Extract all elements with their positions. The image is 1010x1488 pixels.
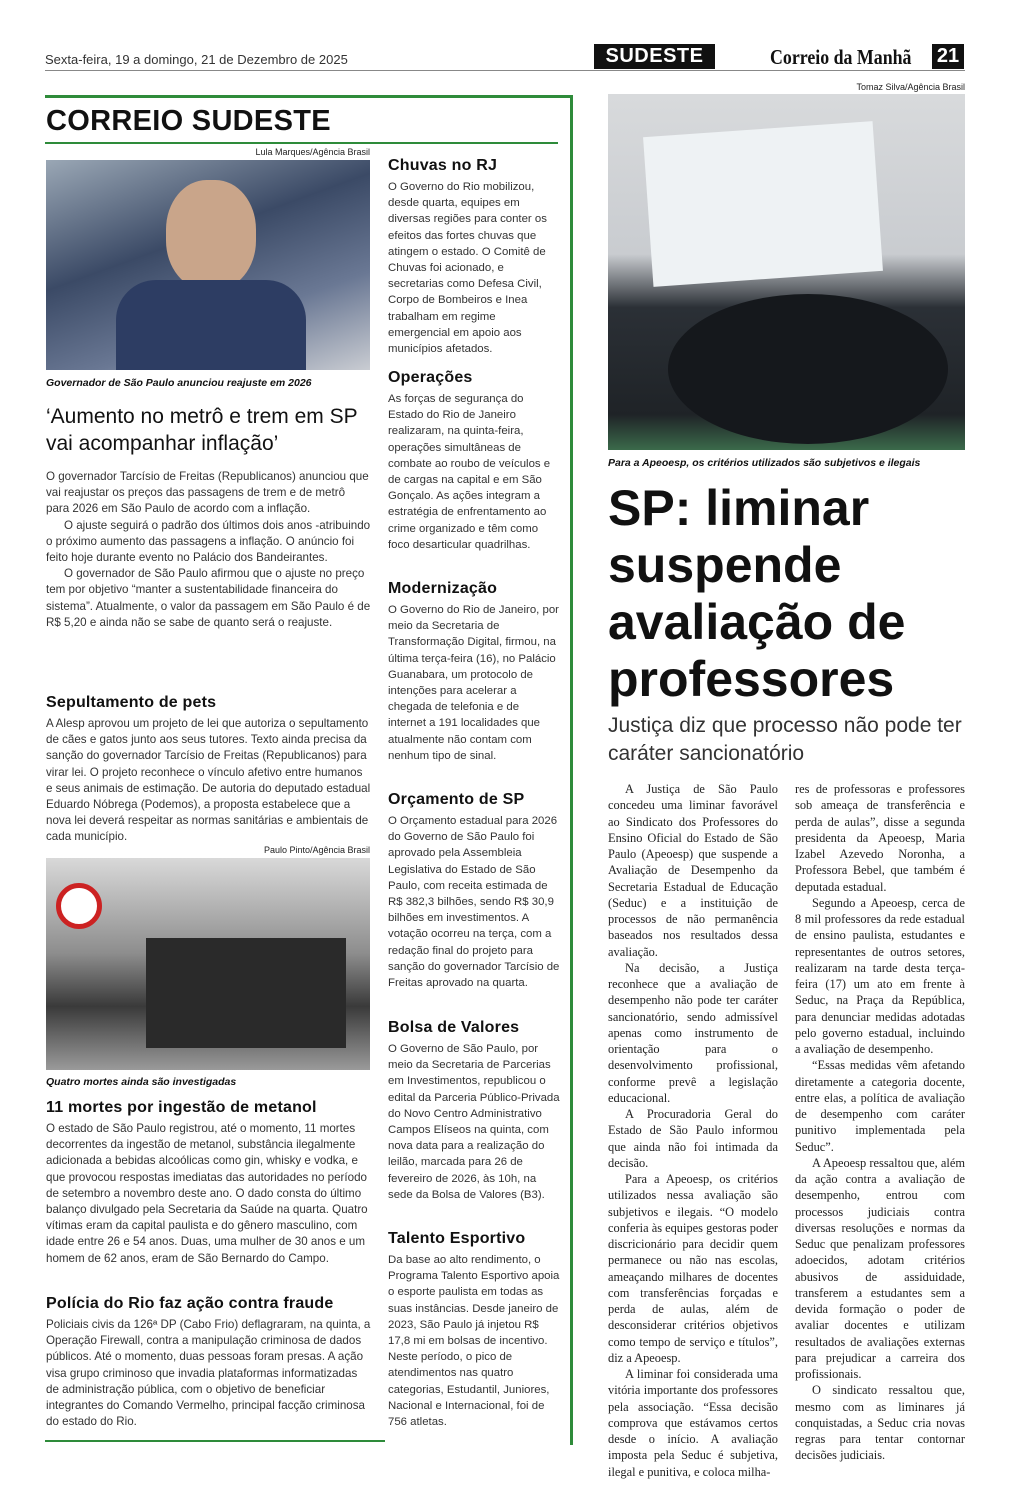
- traffic-sign-shape: [56, 883, 102, 929]
- brief-body: [388, 813, 560, 991]
- brief-title: Modernização: [388, 580, 498, 597]
- photo-caption: Quatro mortes ainda são investigadas: [46, 1076, 237, 1088]
- brief-body: [46, 1121, 371, 1267]
- person-suit-shape: [116, 280, 306, 370]
- photo-credit: Lula Marques/Agência Brasil: [255, 147, 370, 157]
- brief-title: Polícia do Rio faz ação contra fraude: [46, 1295, 334, 1312]
- paragraph: Da base ao alto rendimento, o Programa Talento Esportivo apoia o esporte paulista em todas as suas instâncias. Desde janeiro de 2023, São Paulo já injetou R$ 17,8 mi em bolsas de incentivo. Neste período, o pico de atendimentos nas quatro categorias, Estudantil, Juniores, Nacional e Internacional, foi de 756 atletas.: [388, 1254, 560, 1429]
- header-rule: [45, 70, 965, 71]
- brief-title: 11 mortes por ingestão de metanol: [46, 1099, 317, 1116]
- paragraph: O sindicato ressaltou que, mesmo com as liminares já conquistadas, a Seduc cria novas regras para tentar contornar decisões judiciais.: [795, 1383, 965, 1463]
- paragraph: A Justiça de São Paulo concedeu uma liminar favorável ao Sindicato dos Professores do Ensino Oficial do Estado de São Paulo (Apeoesp) que suspende a Avaliação de Desempenho da Secretaria Estadual de Educação (Seduc) e a instituição de processos de não permanência baseados nos resultados dessa avaliação.: [608, 782, 778, 959]
- paragraph: O Governo do Rio mobilizou, desde quarta, equipes em diversas regiões para conter os efeitos das fortes chuvas que atingem o estado. O Comitê de Chuvas foi acionado, e secretarias como Defesa Civil, Corpo de Bombeiros e Inea trabalham em regime emergencial em apoio aos municípios afetados.: [388, 181, 547, 356]
- brief-body: [388, 602, 560, 764]
- main-headline: SP: liminar suspende avaliação de professores: [608, 480, 906, 707]
- article-body: [46, 469, 371, 631]
- person-head-shape: [166, 180, 256, 290]
- paragraph: Na decisão, a Justiça reconhece que a avaliação de desempenho não pode ter caráter sancionatório, sendo admissível apenas como instrumento de orientação para o desenvolvimento profissional, conforme prevê a legislação educacional.: [608, 960, 778, 1105]
- frame-top-rule: [45, 95, 573, 98]
- brief-body: [388, 1041, 560, 1203]
- paragraph: As forças de segurança do Estado do Rio de Janeiro realizaram, na quinta-feira, operações simultâneas de combate ao roubo de veículos e de cargas na capital e em São Gonçalo. As ações integram a estratégia de enfrentamento ao crime organizado e têm como foco desarticular quadrilhas.: [388, 393, 551, 551]
- section-kicker: CORREIO SUDESTE: [46, 105, 331, 137]
- brief-title: Orçamento de SP: [388, 791, 525, 808]
- frame-right-rule: [570, 95, 573, 1445]
- brief-body: [388, 391, 560, 553]
- newspaper-logo: Correio da Manhã: [770, 45, 912, 69]
- brief-body: [46, 716, 371, 846]
- brief-title: Chuvas no RJ: [388, 157, 498, 174]
- paragraph: A Apeoesp ressaltou que, além da ação contra a avaliação de desempenho, entrou com processos judiciais contra diversas resoluções e normas da Seduc que penalizam professores adoecidos, adotam critérios abusivos de assiduidade, transferem a estudantes sem a devida formação o poder de avaliar docentes e utilizam resultados de avaliações externas para prejudicar a carreira dos profissionais.: [795, 1155, 965, 1381]
- paragraph: O governador Tarcísio de Freitas (Republicanos) anunciou que vai reajustar os preços das passagens de trem e de metrô para 2026 em São Paulo de acordo com a inflação.: [46, 470, 369, 516]
- brief-body: [388, 1252, 560, 1430]
- paragraph: A liminar foi considerada uma vitória importante dos professores pela associação. “Essa decisão comprova que estávamos certos desde o início. A avaliação imposta pela Seduc é subjetiva, ilegal e punitiva, e coloca milha-: [608, 1367, 778, 1479]
- frame-bottom-rule: [45, 1440, 385, 1442]
- storefront-shape: [146, 938, 346, 1048]
- paragraph: “Essas medidas vêm afetando diretamente a categoria docente, entre elas, a política de avaliação de desempenho com caráter punitivo implementada pela Seduc”.: [795, 1058, 965, 1154]
- student-head-shape: [668, 294, 948, 444]
- main-subtitle: Justiça diz que processo não pode ter caráter sancionatório: [608, 714, 962, 765]
- brief-body: [46, 1317, 371, 1430]
- paragraph: O Governo do Rio de Janeiro, por meio da Secretaria de Transformação Digital, firmou, na última terça-feira (16), no Palácio Guanabara, um protocolo de intenções para acelerar a chegada de telefonia e de internet a 191 localidades que atualmente não contam com nenhum tipo de sinal.: [388, 604, 559, 762]
- paragraph: O estado de São Paulo registrou, até o momento, 11 mortes decorrentes da ingestão de metanol, substância ilegalmente adicionada a bebidas alcoólicas como gin, whisky e vodka, e que provocou respostas imediatas das autoridades no período de setembro a novembro deste ano. O dado consta do último balanço divulgado pela Secretaria da Saúde na quarta. Quatro vítimas eram da capital paulista e do gênero masculino, com idade entre 26 e 54 anos. Duas, uma mulher de 30 anos e um homem de 62 anos, eram de São Bernardo do Campo.: [46, 1122, 368, 1265]
- photo-credit: Tomaz Silva/Agência Brasil: [856, 82, 965, 92]
- edition-date: Sexta-feira, 19 a domingo, 21 de Dezembro de 2025: [45, 52, 348, 67]
- student-photo: [608, 94, 965, 450]
- kicker-underline: [45, 142, 558, 144]
- street-photo: [46, 858, 370, 1070]
- article-column-1: [608, 781, 778, 1480]
- brief-title: Sepultamento de pets: [46, 694, 217, 711]
- paragraph: A Procuradoria Geral do Estado de São Paulo informou que ainda não foi intimada da decisão.: [608, 1107, 778, 1170]
- article-headline: ‘Aumento no metrô e trem em SP vai acompanhar inflação’: [46, 405, 358, 455]
- brief-body: [388, 179, 560, 357]
- article-column-2: [795, 781, 965, 1464]
- paragraph: Policiais civis da 126ª DP (Cabo Frio) deflagraram, na quinta, a Operação Firewall, contra a manipulação criminosa de dados públicos. Até o momento, duas pessoas foram presas. A ação visa grupo criminoso que invadia plataformas informatizadas de administração pública, com o objetivo de beneficiar integrantes do Comando Vermelho, principal facção criminosa do estado do Rio.: [46, 1318, 371, 1429]
- brief-title: Operações: [388, 369, 473, 386]
- paragraph: O Governo de São Paulo, por meio da Secretaria de Parcerias em Investimentos, republicou o edital da Parceria Público-Privada do Novo Centro Administrativo Campos Elíseos na quinta, com nova data para a realização do leilão, marcada para 26 de fevereiro de 2026, às 10h, na sede da Bolsa de Valores (B3).: [388, 1043, 560, 1201]
- paragraph: O Orçamento estadual para 2026 do Governo de São Paulo foi aprovado pela Assembleia Legislativa do Estado de São Paulo, com receita estimada de R$ 382,3 bilhões, sendo R$ 30,9 bilhões em investimentos. A votação ocorreu na terça, com a redação final do projeto para sanção do governador Tarcísio de Freitas aprovado na quarta.: [388, 815, 560, 990]
- photo-caption: Governador de São Paulo anunciou reajuste em 2026: [46, 377, 312, 389]
- page-number: 21: [932, 44, 964, 69]
- governor-photo: [46, 160, 370, 370]
- paragraph: A Alesp aprovou um projeto de lei que autoriza o sepultamento de cães e gatos junto aos seus tutores. Texto ainda precisa da sanção do governador Tarcísio de Freitas (Republicanos) para virar lei. O projeto reconhece o vínculo afetivo entre humanos e seus animais de estimação. De autoria do deputado estadual Eduardo Nóbrega (Podemos), a proposta estabelece que a nova lei deverá respeitar as normas sanitárias e ambientais de cada município.: [46, 717, 371, 844]
- paragraph: res de professoras e professores sob ameaça de transferência e perda de aulas”, disse a segunda presidenta da Apeoesp, Maria Izabel Azevedo Noronha, a Professora Bebel, que também é deputada estadual.: [795, 782, 965, 894]
- exam-booklet-shape: [643, 121, 883, 287]
- paragraph: O governador de São Paulo afirmou que o ajuste no preço tem por objetivo “manter a sustentabilidade financeira do sistema”. Atualmente, o valor da passagem em São Paulo é de R$ 5,20 e ainda não se sabe de quanto será o reajuste.: [46, 567, 371, 629]
- paragraph: Segundo a Apeoesp, cerca de 8 mil professores da rede estadual de ensino paulista, estudantes e representantes de outros setores, realizaram na tarde desta terça-feira (17) um ato em frente à Seduc, na Praça da República, para denunciar medidas adotadas pelo governo estadual, incluindo a avaliação de desempenho.: [795, 895, 965, 1056]
- photo-caption: Para a Apeoesp, os critérios utilizados são subjetivos e ilegais: [608, 457, 921, 469]
- paragraph: Para a Apeoesp, os critérios utilizados nessa avaliação são subjetivos e ilegais. “O modelo conferia às equipes gestoras poder discricionário para decidir quem permanece ou não nas escolas, ameaçando milhares de docentes com transferências forçadas e perda de aulas, além de desconsiderar critérios objetivos como tempo de serviço e títulos”, diz a Apeoesp.: [608, 1172, 778, 1365]
- brief-title: Bolsa de Valores: [388, 1019, 520, 1036]
- paragraph: O ajuste seguirá o padrão dos últimos dois anos -atribuindo o próximo aumento das passagens a inflação. O anúncio foi feito hoje durante evento no Palácio dos Bandeirantes.: [46, 518, 371, 565]
- brief-title: Talento Esportivo: [388, 1230, 526, 1247]
- section-label: SUDESTE: [594, 44, 715, 69]
- photo-credit: Paulo Pinto/Agência Brasil: [263, 845, 370, 855]
